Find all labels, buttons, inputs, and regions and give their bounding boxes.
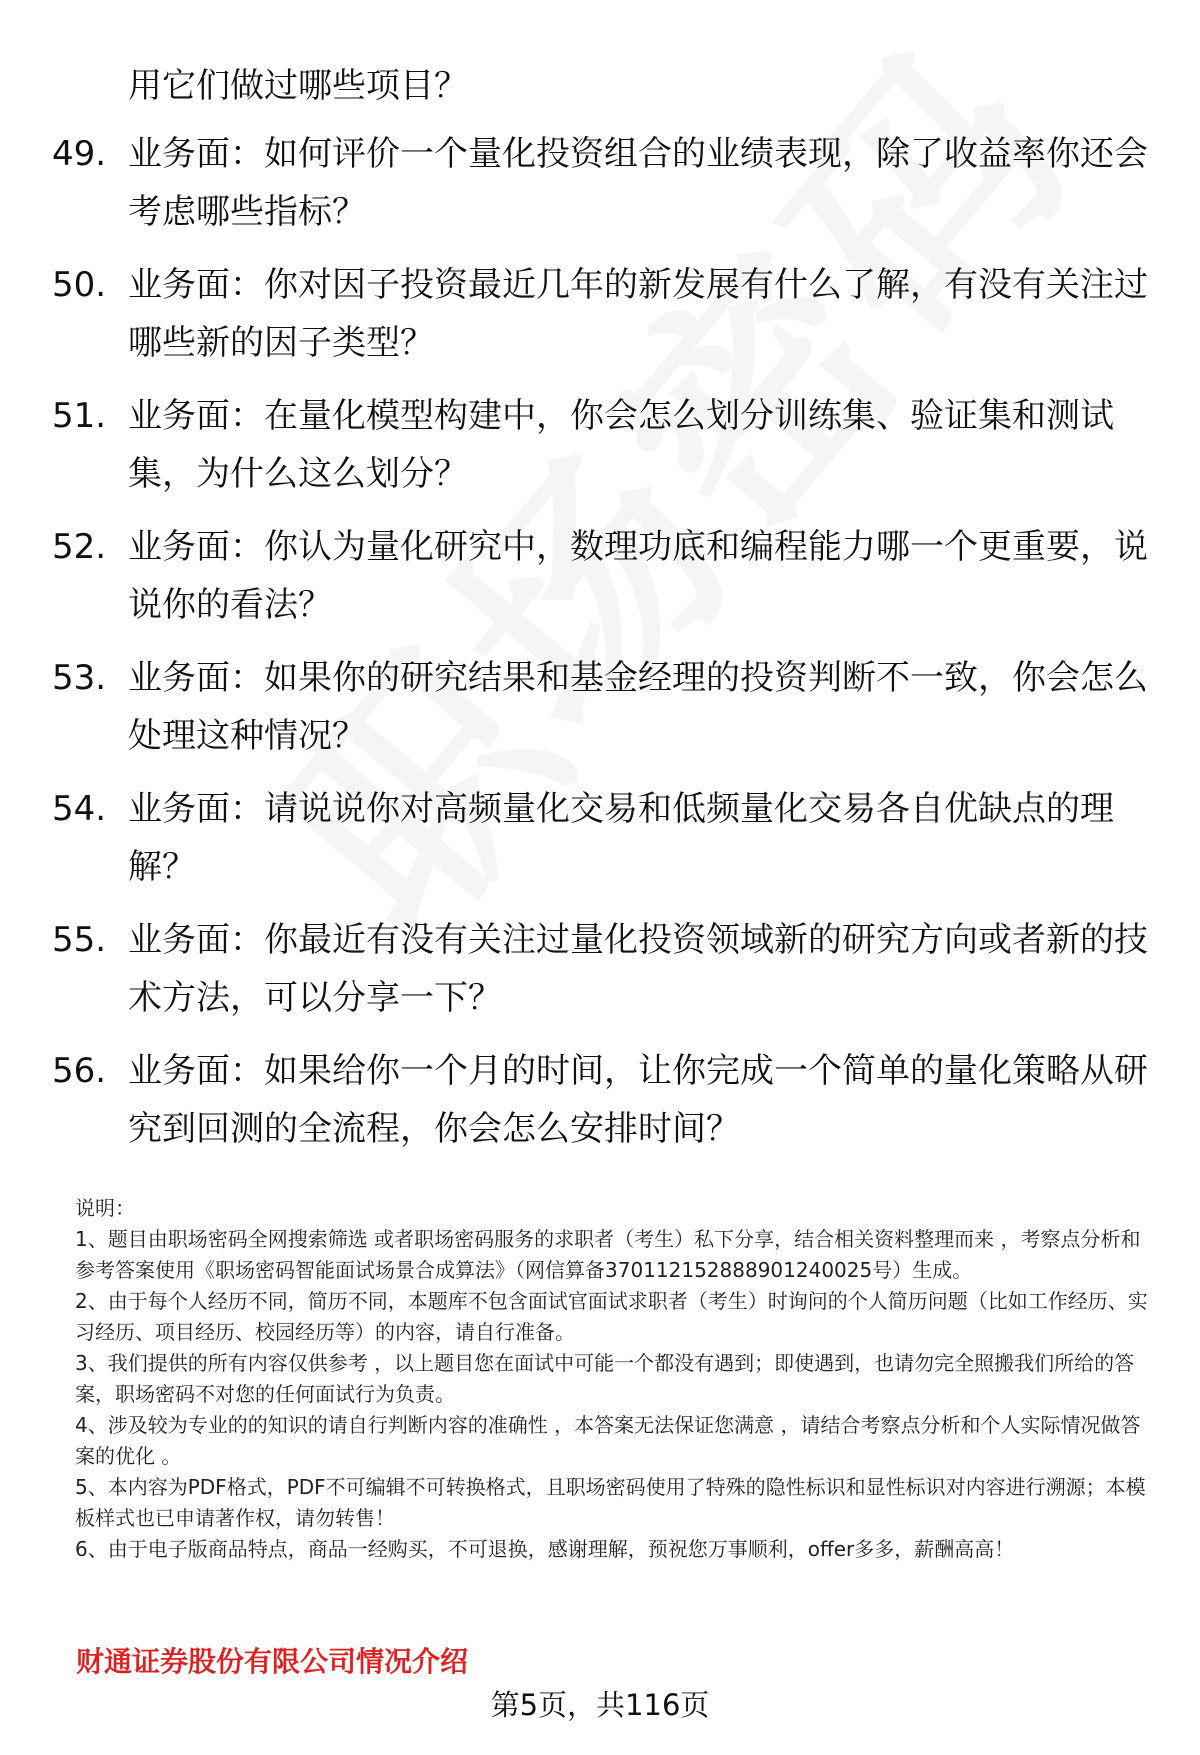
question-number: 54. — [52, 789, 107, 829]
notes-section — [75, 1193, 1155, 1565]
question-text: 业务面：你认为量化研究中，数理功底和编程能力哪一个更重要，说说你的看法？ — [128, 527, 1148, 625]
page-number: 第5页，共116页 — [490, 1688, 710, 1722]
note-item: 2、由于每个人经历不同，简历不同，本题库不包含面试官面试求职者（考生）时询问的个人简历问题（比如工作经历、实习经历、项目经历、校园经历等）的内容，请自行准备。 — [75, 1289, 1148, 1344]
question-number: 56. — [52, 1051, 107, 1091]
note-item: 6、由于电子版商品特点，商品一经购买，不可退换，感谢理解，预祝您万事顺利，offer多多，薪酬高高！ — [75, 1537, 1015, 1561]
question-number: 52. — [52, 527, 107, 567]
question-text: 业务面：请说说你对高频量化交易和低频量化交易各自优缺点的理解？ — [128, 789, 1114, 887]
question-text: 业务面：如何评价一个量化投资组合的业绩表现，除了收益率你还会考虑哪些指标？ — [128, 134, 1148, 232]
company-title: 财通证券股份有限公司情况介绍 — [76, 1645, 469, 1678]
note-item: 5、本内容为PDF格式，PDF不可编辑不可转换格式，且职场密码使用了特殊的隐性标识和显性标识对内容进行溯源；本模板样式也已申请著作权，请勿转售！ — [75, 1475, 1146, 1530]
question-number: 51. — [52, 396, 107, 436]
question-text: 业务面：在量化模型构建中，你会怎么划分训练集、验证集和测试集，为什么这么划分？ — [128, 396, 1114, 494]
question-number: 55. — [52, 920, 107, 960]
question-number: 53. — [52, 658, 107, 698]
note-item: 1、题目由职场密码全网搜索筛选 或者职场密码服务的求职者（考生）私下分享，结合相关资料整理而来 ，考察点分析和参考答案使用《职场密码智能面试场景合成算法》（网信算备370112152888901240025号）生成。 — [75, 1227, 1141, 1282]
notes-heading: 说明： — [75, 1196, 135, 1220]
question-text: 业务面：你最近有没有关注过量化投资领域新的研究方向或者新的技术方法，可以分享一下？ — [128, 920, 1148, 1018]
note-item: 3、我们提供的所有内容仅供参考 ，以上题目您在面试中可能一个都没有遇到；即使遇到，也请勿完全照搬我们所给的答案，职场密码不对您的任何面试行为负责。 — [75, 1351, 1135, 1406]
question-text: 用它们做过哪些项目？ — [128, 66, 468, 106]
question-number: 50. — [52, 265, 107, 305]
question-text: 业务面：你对因子投资最近几年的新发展有什么了解，有没有关注过哪些新的因子类型？ — [128, 265, 1148, 363]
question-text: 业务面：如果给你一个月的时间，让你完成一个简单的量化策略从研究到回测的全流程，你会怎么安排时间？ — [128, 1051, 1148, 1149]
question-number: 49. — [52, 134, 107, 174]
note-item: 4、涉及较为专业的的知识的请自行判断内容的准确性 ，本答案无法保证您满意 ，请结合考察点分析和个人实际情况做答案的优化 。 — [75, 1413, 1141, 1468]
question-text: 业务面：如果你的研究结果和基金经理的投资判断不一致，你会怎么处理这种情况？ — [128, 658, 1148, 756]
